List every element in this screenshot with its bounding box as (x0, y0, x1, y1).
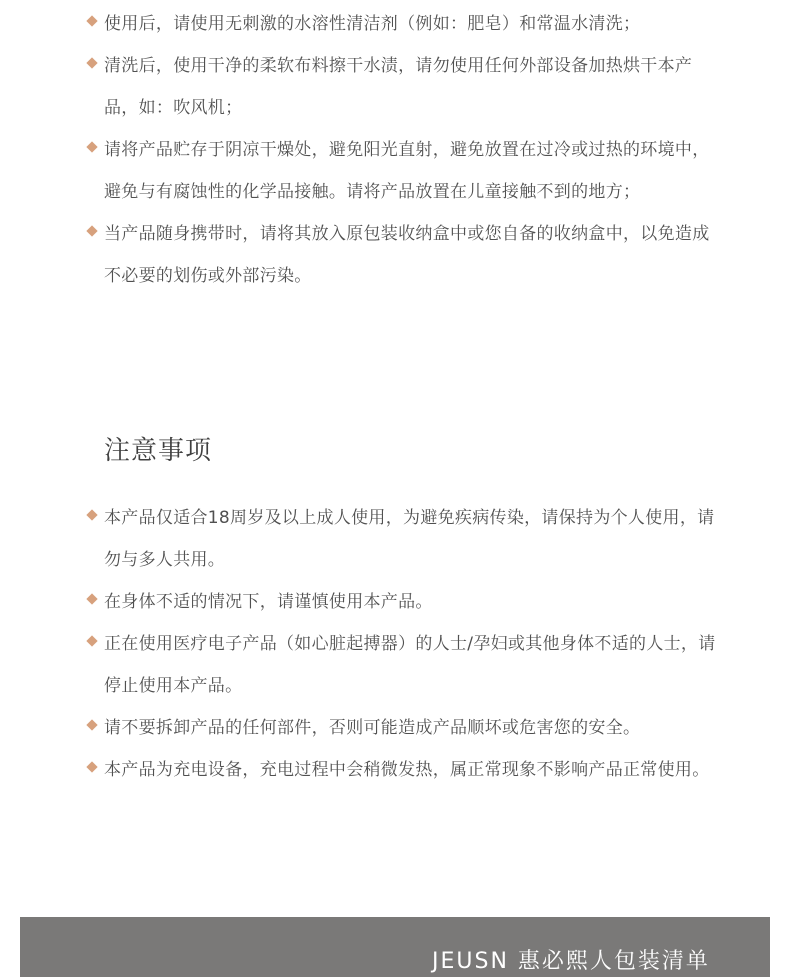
precaution-item (86, 581, 716, 623)
care-instructions-list (86, 3, 716, 297)
precaution-item-text: 在身体不适的情况下，请谨慎使用本产品。 (104, 592, 433, 612)
diamond-bullet-icon (86, 509, 98, 521)
diamond-bullet-icon (86, 141, 98, 153)
care-item (86, 3, 716, 45)
care-item-text: 请将产品贮存于阴凉干燥处，避免阳光直射，避免放置在过冷或过热的环境中，避免与有腐蚀性的化学品接触。请将产品放置在儿童接触不到的地方； (104, 140, 710, 202)
precaution-item-text: 请不要拆卸产品的任何部件，否则可能造成产品顺坏或危害您的安全。 (104, 718, 641, 738)
diamond-bullet-icon (86, 635, 98, 647)
diamond-bullet-icon (86, 593, 98, 605)
section-title-precautions: 注意事项 (104, 436, 213, 466)
diamond-bullet-icon (86, 225, 98, 237)
care-item (86, 213, 716, 297)
precaution-item-text: 正在使用医疗电子产品（如心脏起搏器）的人士/孕妇或其他身体不适的人士，请停止使用本产品。 (104, 634, 716, 696)
care-item-text: 使用后，请使用无刺激的水溶性清洁剂（例如：肥皂）和常温水清洗； (104, 14, 641, 34)
precaution-item (86, 497, 716, 581)
precautions-list (86, 497, 716, 791)
precaution-item (86, 749, 716, 791)
precaution-item (86, 623, 716, 707)
diamond-bullet-icon (86, 719, 98, 731)
precaution-item (86, 707, 716, 749)
care-item-text: 当产品随身携带时，请将其放入原包装收纳盒中或您自备的收纳盒中，以免造成不必要的划伤或外部污染。 (104, 224, 710, 286)
diamond-bullet-icon (86, 15, 98, 27)
package-list-heading: JEUSN 惠必熙人包装清单 (432, 949, 710, 974)
package-list-banner (20, 917, 770, 977)
care-item (86, 45, 716, 129)
precaution-item-text: 本产品仅适合18周岁及以上成人使用，为避免疾病传染，请保持为个人使用，请勿与多人共用。 (104, 508, 715, 570)
care-item-text: 清洗后，使用干净的柔软布料擦干水渍，请勿使用任何外部设备加热烘干本产品，如：吹风机； (104, 56, 693, 118)
diamond-bullet-icon (86, 761, 98, 773)
precaution-item-text: 本产品为充电设备，充电过程中会稍微发热，属正常现象不影响产品正常使用。 (104, 760, 710, 780)
diamond-bullet-icon (86, 57, 98, 69)
care-item (86, 129, 716, 213)
